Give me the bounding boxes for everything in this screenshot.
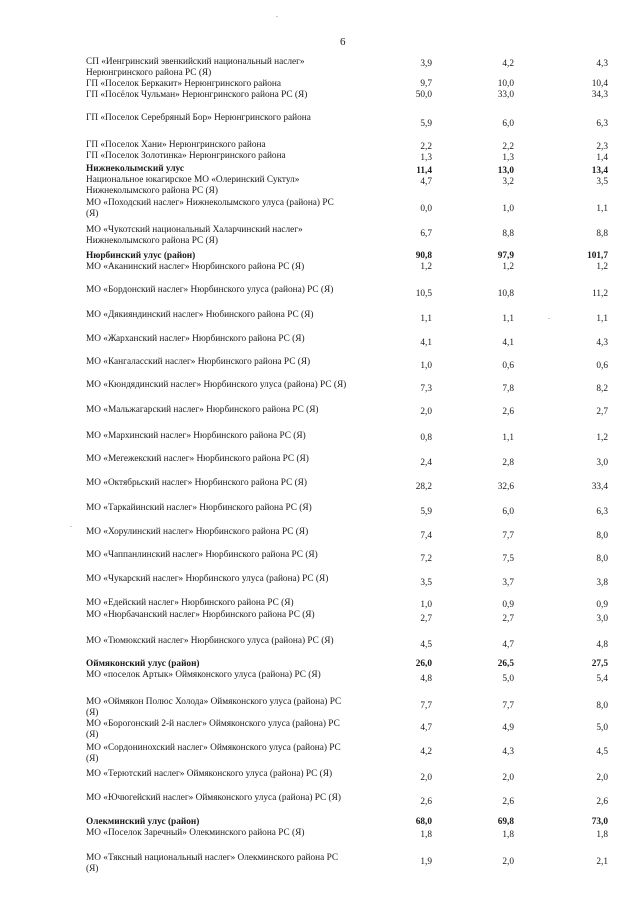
value-col-3: 27,5 xyxy=(591,659,608,669)
value-col-3: 11,2 xyxy=(592,289,608,299)
value-col-3: 3,8 xyxy=(596,578,608,588)
municipality-name: ГП «Поселок Серебряный Бор» Нерюнгринского района xyxy=(86,113,311,123)
value-col-2: 7,7 xyxy=(502,531,514,541)
value-col-2: 4,9 xyxy=(502,723,514,733)
value-col-3: 8,2 xyxy=(596,384,608,394)
municipality-name: МО «Аканинский наслег» Нюрбинского района РС (Я) xyxy=(86,262,305,272)
value-col-2: 2,6 xyxy=(502,407,514,417)
value-col-3: 8,0 xyxy=(596,701,608,711)
value-col-3: 1,1 xyxy=(596,204,608,214)
value-col-2: 4,3 xyxy=(502,747,514,757)
value-col-1: 2,7 xyxy=(420,614,432,624)
value-col-1: 5,9 xyxy=(420,119,432,129)
municipality-name: МО «Чукотский национальный Халарчинский наслег» Нижнеколымского района РС (Я) xyxy=(86,225,303,246)
municipality-name: МО «Тюмюкский наслег» Нюрбинского улуса (района) РС (Я) xyxy=(86,636,334,646)
municipality-name: МО «Мегежекский наслег» Нюрбинского района РС (Я) xyxy=(86,454,309,464)
municipality-name: МО «Чаппанлинский наслег» Нюрбинского района РС (Я) xyxy=(86,550,318,560)
value-col-1: 5,9 xyxy=(420,507,432,517)
value-col-2: 10,0 xyxy=(497,79,514,89)
value-col-3: 6,3 xyxy=(596,507,608,517)
value-col-1: 2,6 xyxy=(420,797,432,807)
value-col-2: 6,0 xyxy=(502,119,514,129)
municipality-name: МО «Тяксный национальный наслег» Олекминского района РС (Я) xyxy=(86,853,339,874)
municipality-name: МО «Оймякон Полюс Холода» Оймяконского улуса (района) РС (Я) xyxy=(86,697,342,718)
value-col-2: 7,7 xyxy=(502,701,514,711)
value-col-1: 7,2 xyxy=(420,554,432,564)
value-col-2: 33,0 xyxy=(497,90,514,100)
municipality-name: ГП «Поселок Хани» Нерюнгринского района xyxy=(86,140,266,150)
municipality-name: МО «Нюрбачанский наслег» Нюрбинского района РС (Я) xyxy=(86,610,315,620)
value-col-2: 3,2 xyxy=(502,177,514,187)
value-col-2: 4,1 xyxy=(502,338,514,348)
value-col-3: 1,1 xyxy=(596,314,608,324)
value-col-2: 97,9 xyxy=(497,251,514,261)
value-col-2: 1,0 xyxy=(502,204,514,214)
value-col-1: 7,7 xyxy=(420,701,432,711)
value-col-1: 1,9 xyxy=(420,857,432,867)
district-name: Олекминский улус (район) xyxy=(86,817,200,827)
value-col-3: 10,4 xyxy=(591,79,608,89)
value-col-2: 1,3 xyxy=(502,153,514,163)
value-col-2: 26,5 xyxy=(497,659,514,669)
value-col-3: 1,8 xyxy=(596,830,608,840)
value-col-2: 1,2 xyxy=(502,262,514,272)
value-col-2: 13,0 xyxy=(497,166,514,176)
value-col-3: 73,0 xyxy=(591,817,608,827)
value-col-1: 4,8 xyxy=(420,674,432,684)
value-col-1: 4,2 xyxy=(420,747,432,757)
value-col-1: 11,4 xyxy=(416,166,432,176)
value-col-1: 9,7 xyxy=(420,79,432,89)
value-col-3: 8,8 xyxy=(596,229,608,239)
value-col-3: 13,4 xyxy=(591,166,608,176)
municipality-name: ГП «Поселок Беркакит» Нерюнгринского района xyxy=(86,79,281,89)
value-col-3: 5,4 xyxy=(596,674,608,684)
value-col-3: 8,0 xyxy=(596,554,608,564)
district-name: Оймяконский улус (район) xyxy=(86,659,200,669)
municipality-name: МО «Мальжагарский наслег» Нюрбинского района РС (Я) xyxy=(86,405,319,415)
value-col-3: 2,7 xyxy=(596,407,608,417)
value-col-2: 1,8 xyxy=(502,830,514,840)
value-col-2: 1,1 xyxy=(502,314,514,324)
value-col-3: 0,6 xyxy=(596,361,608,371)
value-col-1: 3,5 xyxy=(420,578,432,588)
municipality-name: МО «Кюндядинский наслег» Нюрбинского улуса (района) РС (Я) xyxy=(86,380,347,390)
value-col-2: 2,6 xyxy=(502,797,514,807)
value-col-2: 5,0 xyxy=(502,674,514,684)
municipality-name: МО «Бордонский наслег» Нюрбинского улуса (района) РС (Я) xyxy=(86,285,334,295)
value-col-3: 2,1 xyxy=(596,857,608,867)
municipality-name: МО «Едейский наслег» Нюрбинского района РС (Я) xyxy=(86,598,294,608)
value-col-1: 7,4 xyxy=(420,531,432,541)
value-col-2: 2,0 xyxy=(502,857,514,867)
municipality-name: МО «Хорулинский наслег» Нюрбинского района РС (Я) xyxy=(86,527,309,537)
municipality-name: МО «Мархинский наслег» Нюрбинского района РС (Я) xyxy=(86,431,306,441)
value-col-1: 1,1 xyxy=(420,314,432,324)
value-col-3: 0,9 xyxy=(596,600,608,610)
value-col-3: 3,0 xyxy=(596,458,608,468)
value-col-3: 2,6 xyxy=(596,797,608,807)
value-col-1: 0,8 xyxy=(420,433,432,443)
value-col-2: 6,0 xyxy=(502,507,514,517)
value-col-2: 2,7 xyxy=(502,614,514,624)
municipality-name: МО «Походский наслег» Нижнеколымского улуса (района) РС (Я) xyxy=(86,198,334,219)
value-col-1: 90,8 xyxy=(415,251,432,261)
value-col-1: 28,2 xyxy=(415,482,432,492)
value-col-3: 34,3 xyxy=(591,90,608,100)
municipality-name: МО «Ючюгейский наслег» Оймяконского улуса (района) РС (Я) xyxy=(86,793,341,803)
value-col-1: 7,3 xyxy=(420,384,432,394)
value-col-2: 1,1 xyxy=(502,433,514,443)
municipality-name: МО «Сордонинохский наслег» Оймяконского улуса (района) РС (Я) xyxy=(86,743,341,764)
value-col-1: 1,3 xyxy=(420,153,432,163)
district-name: Нижнеколымский улус xyxy=(86,164,185,174)
scan-speck: . xyxy=(70,520,72,529)
value-col-3: 5,0 xyxy=(596,723,608,733)
municipality-name: МО «Жарханский наслег» Нюрбинского района РС (Я) xyxy=(86,334,305,344)
municipality-name: Национальное юкагирское МО «Олеринский Суктул» Нижнеколымского района РС (Я) xyxy=(86,175,300,196)
value-col-2: 0,6 xyxy=(502,361,514,371)
value-col-1: 1,0 xyxy=(420,361,432,371)
value-col-2: 4,7 xyxy=(502,640,514,650)
district-name: Нюрбинский улус (район) xyxy=(86,251,196,261)
value-col-2: 2,2 xyxy=(502,142,514,152)
scan-speck: . xyxy=(548,312,550,321)
municipality-name: МО «Октябрьский наслег» Нюрбинского района РС (Я) xyxy=(86,478,307,488)
value-col-3: 2,3 xyxy=(596,142,608,152)
municipality-name: МО «поселок Артык» Оймяконского улуса (района) РС (Я) xyxy=(86,670,321,680)
municipality-name: МО «Борогонский 2-й наслег» Оймяконского улуса (района) РС (Я) xyxy=(86,719,340,740)
value-col-2: 3,7 xyxy=(502,578,514,588)
value-col-1: 6,7 xyxy=(420,229,432,239)
value-col-2: 7,8 xyxy=(502,384,514,394)
municipality-name: МО «Чукарский наслег» Нюрбинского улуса (района) РС (Я) xyxy=(86,574,329,584)
municipality-name: ГП «Посёлок Чульман» Нерюнгринского района РС (Я) xyxy=(86,90,308,100)
value-col-1: 0,0 xyxy=(420,204,432,214)
value-col-2: 10,8 xyxy=(497,289,514,299)
value-col-3: 101,7 xyxy=(587,251,608,261)
value-col-1: 1,2 xyxy=(420,262,432,272)
value-col-1: 1,8 xyxy=(420,830,432,840)
value-col-2: 4,2 xyxy=(502,59,514,69)
value-col-3: 1,2 xyxy=(596,433,608,443)
value-col-1: 1,0 xyxy=(420,600,432,610)
value-col-1: 2,2 xyxy=(420,142,432,152)
page-number: 6 xyxy=(340,36,346,48)
value-col-2: 7,5 xyxy=(502,554,514,564)
municipality-name: СП «Иенгринский эвенкийский национальный наслег» Нерюнгринского района РС (Я) xyxy=(86,57,305,78)
value-col-3: 3,5 xyxy=(596,177,608,187)
municipality-name: ГП «Поселок Золотинка» Нерюнгринского района xyxy=(86,151,286,161)
value-col-3: 3,0 xyxy=(596,614,608,624)
value-col-1: 4,7 xyxy=(420,177,432,187)
value-col-1: 2,4 xyxy=(420,458,432,468)
value-col-2: 2,8 xyxy=(502,458,514,468)
value-col-3: 4,8 xyxy=(596,640,608,650)
value-col-2: 0,9 xyxy=(502,600,514,610)
municipality-name: МО «Терютский наслег» Оймяконского улуса (района) РС (Я) xyxy=(86,769,333,779)
value-col-3: 4,3 xyxy=(596,338,608,348)
value-col-1: 4,5 xyxy=(420,640,432,650)
scan-speck: . xyxy=(276,10,278,19)
value-col-3: 8,0 xyxy=(596,531,608,541)
value-col-1: 68,0 xyxy=(415,817,432,827)
value-col-3: 4,5 xyxy=(596,747,608,757)
value-col-1: 50,0 xyxy=(415,90,432,100)
value-col-3: 33,4 xyxy=(591,482,608,492)
value-col-1: 3,9 xyxy=(420,59,432,69)
municipality-name: МО «Кангаласский наслег» Нюрбинского района РС (Я) xyxy=(86,357,311,367)
value-col-1: 4,1 xyxy=(420,338,432,348)
value-col-2: 8,8 xyxy=(502,229,514,239)
value-col-3: 1,2 xyxy=(596,262,608,272)
value-col-1: 26,0 xyxy=(415,659,432,669)
municipality-name: МО «Таркайинский наслег» Нюрбинского района РС (Я) xyxy=(86,503,312,513)
value-col-3: 4,3 xyxy=(596,59,608,69)
value-col-3: 1,4 xyxy=(596,153,608,163)
municipality-name: МО «Дякияндинский наслег» Нюбинского района РС (Я) xyxy=(86,310,314,320)
value-col-2: 2,0 xyxy=(502,773,514,783)
value-col-2: 32,6 xyxy=(497,482,514,492)
value-col-3: 2,0 xyxy=(596,773,608,783)
value-col-3: 6,3 xyxy=(596,119,608,129)
value-col-2: 69,8 xyxy=(497,817,514,827)
municipality-name: МО «Поселок Заречный» Олекминского района РС (Я) xyxy=(86,828,305,838)
value-col-1: 4,7 xyxy=(420,723,432,733)
value-col-1: 2,0 xyxy=(420,407,432,417)
value-col-1: 10,5 xyxy=(415,289,432,299)
value-col-1: 2,0 xyxy=(420,773,432,783)
